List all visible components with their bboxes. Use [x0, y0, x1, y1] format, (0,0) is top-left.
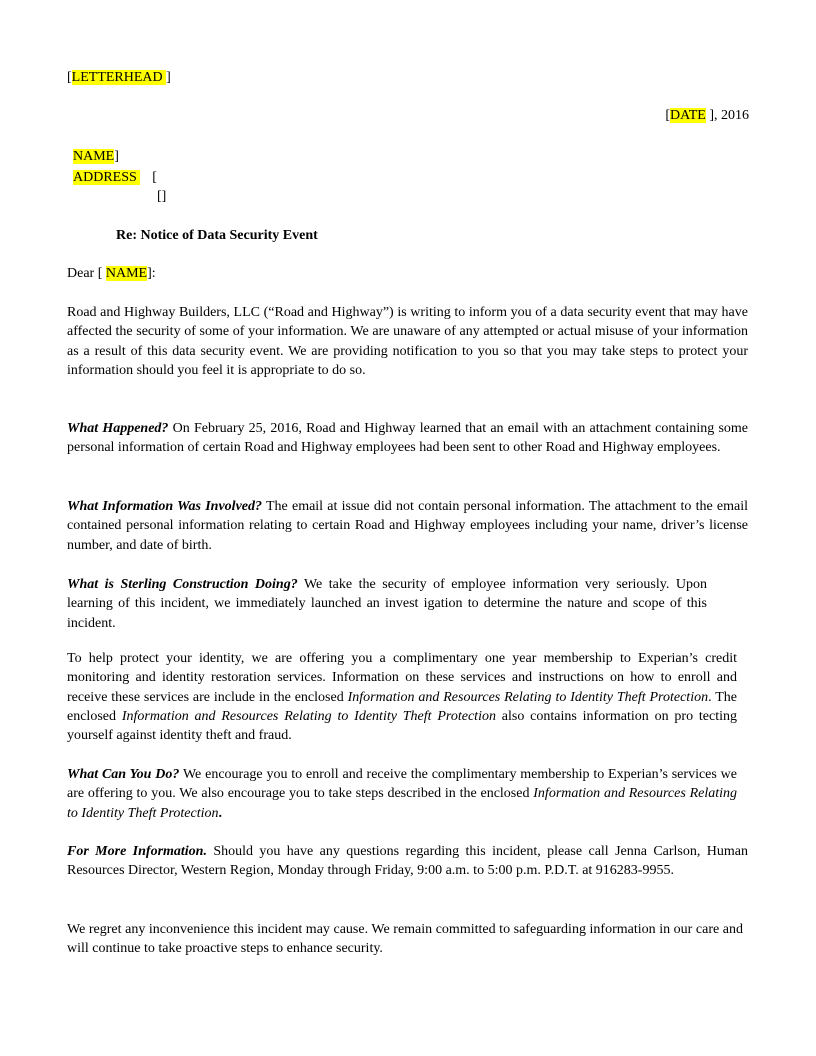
company-response-heading: What is Sterling Construction Doing?: [67, 577, 298, 592]
what-you-can-do-text: We encourage you to enroll and receive the complimentary membership to Experian’s services we are offering to you. We also encourage you to take steps described in the enclosed: [67, 767, 737, 802]
salutation-name-field: NAME: [105, 266, 148, 281]
more-information-text: Should you have any questions regarding this incident, please call Jenna Carlson, Human Resources Director, Western Region, Monday through Friday, 9:00 a.m. to 5:00 p.m. P.D.T. at 916283-9955.: [67, 844, 748, 879]
recipient-address-bracket: [: [152, 170, 157, 185]
recipient-name-field: NAME: [73, 149, 115, 164]
enclosed-resources-title-1: Information and Resources Relating to Identity Theft Protection: [347, 689, 709, 705]
identity-protection-text-2: . The enclosed: [67, 689, 737, 724]
letterhead-open-bracket: [: [67, 70, 72, 85]
date-open-bracket: [: [665, 108, 671, 123]
paragraph-closing: We regret any inconvenience this incident may cause. We remain committed to safeguarding information in our care and will continue to take proactive steps to enhance security.: [67, 922, 743, 957]
letterhead-placeholder: [67, 68, 171, 87]
recipient-address-line: [73, 168, 157, 187]
enclosed-resources-title-2: Information and Resources Relating to Identity Theft Protection: [121, 708, 496, 724]
recipient-name-close: ]: [114, 149, 119, 164]
paragraph-identity-protection: [67, 649, 737, 745]
paragraph-intro: Road and Highway Builders, LLC (“Road and Highway”) is writing to inform you of a data security event that may have affected the security of some of your information. We are unaware of any attempted or actual misuse of your information as a result of this data security event. We are providing notification to you so that you may take steps to protect your information should you feel it is appropriate to do so.: [67, 305, 748, 378]
recipient-name-line: [73, 147, 119, 166]
subject-line: Re: Notice of Data Security Event: [116, 228, 318, 243]
company-response-text: We take the security of employee information very seriously. Upon learning of this incident, we immediately launched an invest igation to determine the nature and scope of this incident.: [67, 577, 707, 631]
salutation: [67, 264, 156, 283]
paragraph-more-information: [67, 842, 748, 881]
salutation-prefix: Dear [: [67, 266, 106, 281]
what-happened-text: On February 25, 2016, Road and Highway learned that an email with an attachment containing some personal information of certain Road and Highway employees had been sent to other Road and Highway employees.: [67, 421, 749, 456]
more-information-heading: For More Information.: [67, 844, 207, 859]
identity-protection-text-3: also contains information on pro tecting yourself against identity theft and fraud.: [67, 708, 737, 744]
letterhead-close-bracket: ]: [166, 70, 171, 85]
date-year: ], 2016: [705, 108, 749, 123]
identity-protection-text-1: To help protect your identity, we are offering you a complimentary one year membership to Experian’s credit monitoring and identity restoration services. Information on these services and instructions on how to enroll and receive these services are include in the enclosed: [67, 651, 737, 705]
salutation-suffix: ]:: [147, 266, 156, 281]
enclosed-resources-title-3: Information and Resources Relating to Identity Theft Protection: [67, 786, 738, 821]
paragraph-what-happened: [67, 419, 748, 458]
date-line: [665, 106, 749, 125]
information-involved-text: The email at issue did not contain personal information. The attachment to the email contained personal information relating to certain Road and Highway employees including your name, driver’s license number, and date of birth.: [67, 499, 748, 553]
what-you-can-do-end: .: [218, 805, 223, 821]
what-happened-heading: What Happened?: [67, 421, 169, 436]
paragraph-what-you-can-do: [67, 765, 737, 823]
recipient-extra-line: []: [157, 189, 167, 204]
letterhead-field: LETTERHEAD: [71, 70, 167, 85]
paragraph-information-involved: [67, 497, 748, 555]
information-involved-heading: What Information Was Involved?: [67, 499, 262, 514]
paragraph-company-response: [67, 575, 707, 633]
date-field: DATE: [670, 108, 706, 123]
recipient-address-field: ADDRESS: [73, 170, 141, 185]
what-you-can-do-heading: What Can You Do?: [67, 767, 180, 782]
